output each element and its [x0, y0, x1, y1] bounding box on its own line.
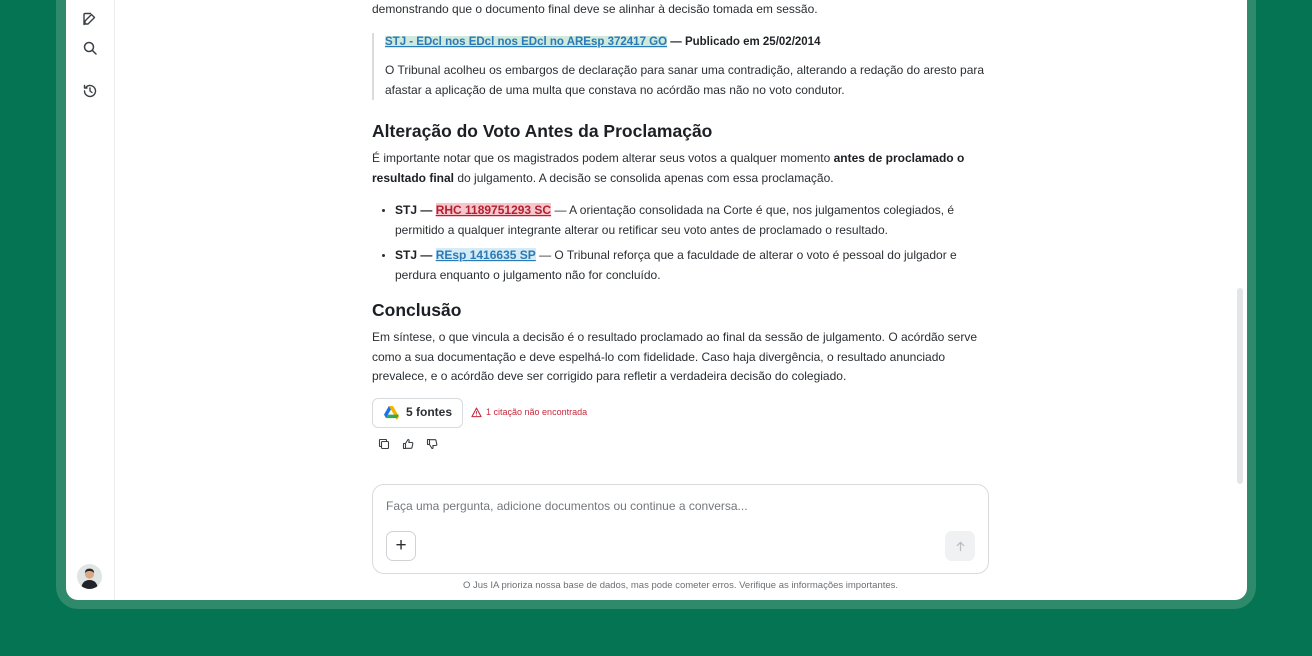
paragraph-text: do julgamento. A decisão se consolida apenas com essa proclamação. [454, 170, 834, 185]
citation-warning[interactable] [471, 403, 587, 423]
chat-input[interactable] [386, 499, 976, 513]
conclusion-text: Em síntese, o que vincula a decisão é o resultado proclamado ao final da sessão de julgamento. O acórdão serve como a sua documentação e deve espelhá-lo com fidelidade. Caso haja divergência, o resultado anunciado prevalece, e o acórdão deve ser corrigido para refletir a verdadeira decisão do colegiado. [372, 330, 978, 383]
chat-message [372, 0, 992, 452]
sources-row [372, 398, 992, 428]
avatar[interactable] [77, 564, 102, 589]
section-title: Conclusão [372, 300, 462, 320]
chat-composer [372, 484, 989, 574]
citation-list [372, 201, 992, 285]
citation-quote [372, 33, 992, 101]
quote-text: O Tribunal acolheu os embargos de declaração para sanar uma contradição, alterando a redação do aresto para afastar a aplicação de uma multa que constava no acórdão mas não no voto condutor. [385, 63, 985, 97]
citation-link-not-found[interactable]: RHC 1189751293 SC [435, 203, 552, 217]
paragraph-text: É importante notar que os magistrados podem alterar seus votos a qualquer momento [372, 151, 834, 165]
list-item [395, 246, 992, 285]
paragraph-bold: antes de proclamado o resultado final [372, 151, 965, 185]
list-item-text: — A orientação consolidada na Corte é que, nos julgamentos colegiados, é permitido a qualquer integrante alterar ou retificar seu voto antes de proclamado o resultado. [395, 203, 955, 237]
copy-icon[interactable] [376, 436, 392, 452]
arrow-up-icon [955, 541, 966, 552]
citation-link[interactable]: STJ - EDcl nos EDcl nos EDcl no AREsp 372417 GO [385, 35, 668, 48]
sources-logo-icon [383, 405, 400, 420]
court-label: STJ — [395, 203, 436, 217]
app-window [66, 0, 1247, 600]
quote-header [385, 33, 992, 53]
thumbs-down-icon[interactable] [424, 436, 440, 452]
sources-label: 5 fontes [406, 404, 453, 419]
send-button[interactable] [945, 531, 975, 561]
scrollbar-thumb[interactable] [1237, 288, 1243, 484]
message-actions [372, 436, 992, 452]
add-attachment-button[interactable]: + [386, 531, 416, 561]
thumbs-up-icon[interactable] [400, 436, 416, 452]
list-item-text: — O Tribunal reforça que a faculdade de alterar o voto é pessoal do julgador e perdura enquanto o julgamento não for concluído. [395, 248, 957, 282]
left-rail [66, 0, 115, 600]
intro-tail: demonstrando que o documento final deve se alinhar à decisão tomada em sessão. [372, 2, 818, 16]
warning-text: 1 citação não encontrada [486, 406, 588, 417]
warning-icon [471, 407, 482, 418]
history-icon[interactable] [80, 81, 100, 101]
edit-icon[interactable] [80, 9, 100, 29]
quote-published: — Publicado em 25/02/2014 [667, 35, 821, 48]
citation-link[interactable]: REsp 1416635 SP [435, 248, 536, 262]
search-icon[interactable] [80, 38, 100, 58]
disclaimer: O Jus IA prioriza nossa base de dados, mas pode cometer erros. Verifique as informações importantes. [462, 580, 899, 591]
sources-button[interactable] [372, 398, 463, 428]
section-title: Alteração do Voto Antes da Proclamação [372, 121, 713, 141]
court-label: STJ — [395, 248, 436, 262]
section-paragraph [372, 149, 992, 188]
list-item [395, 201, 992, 240]
